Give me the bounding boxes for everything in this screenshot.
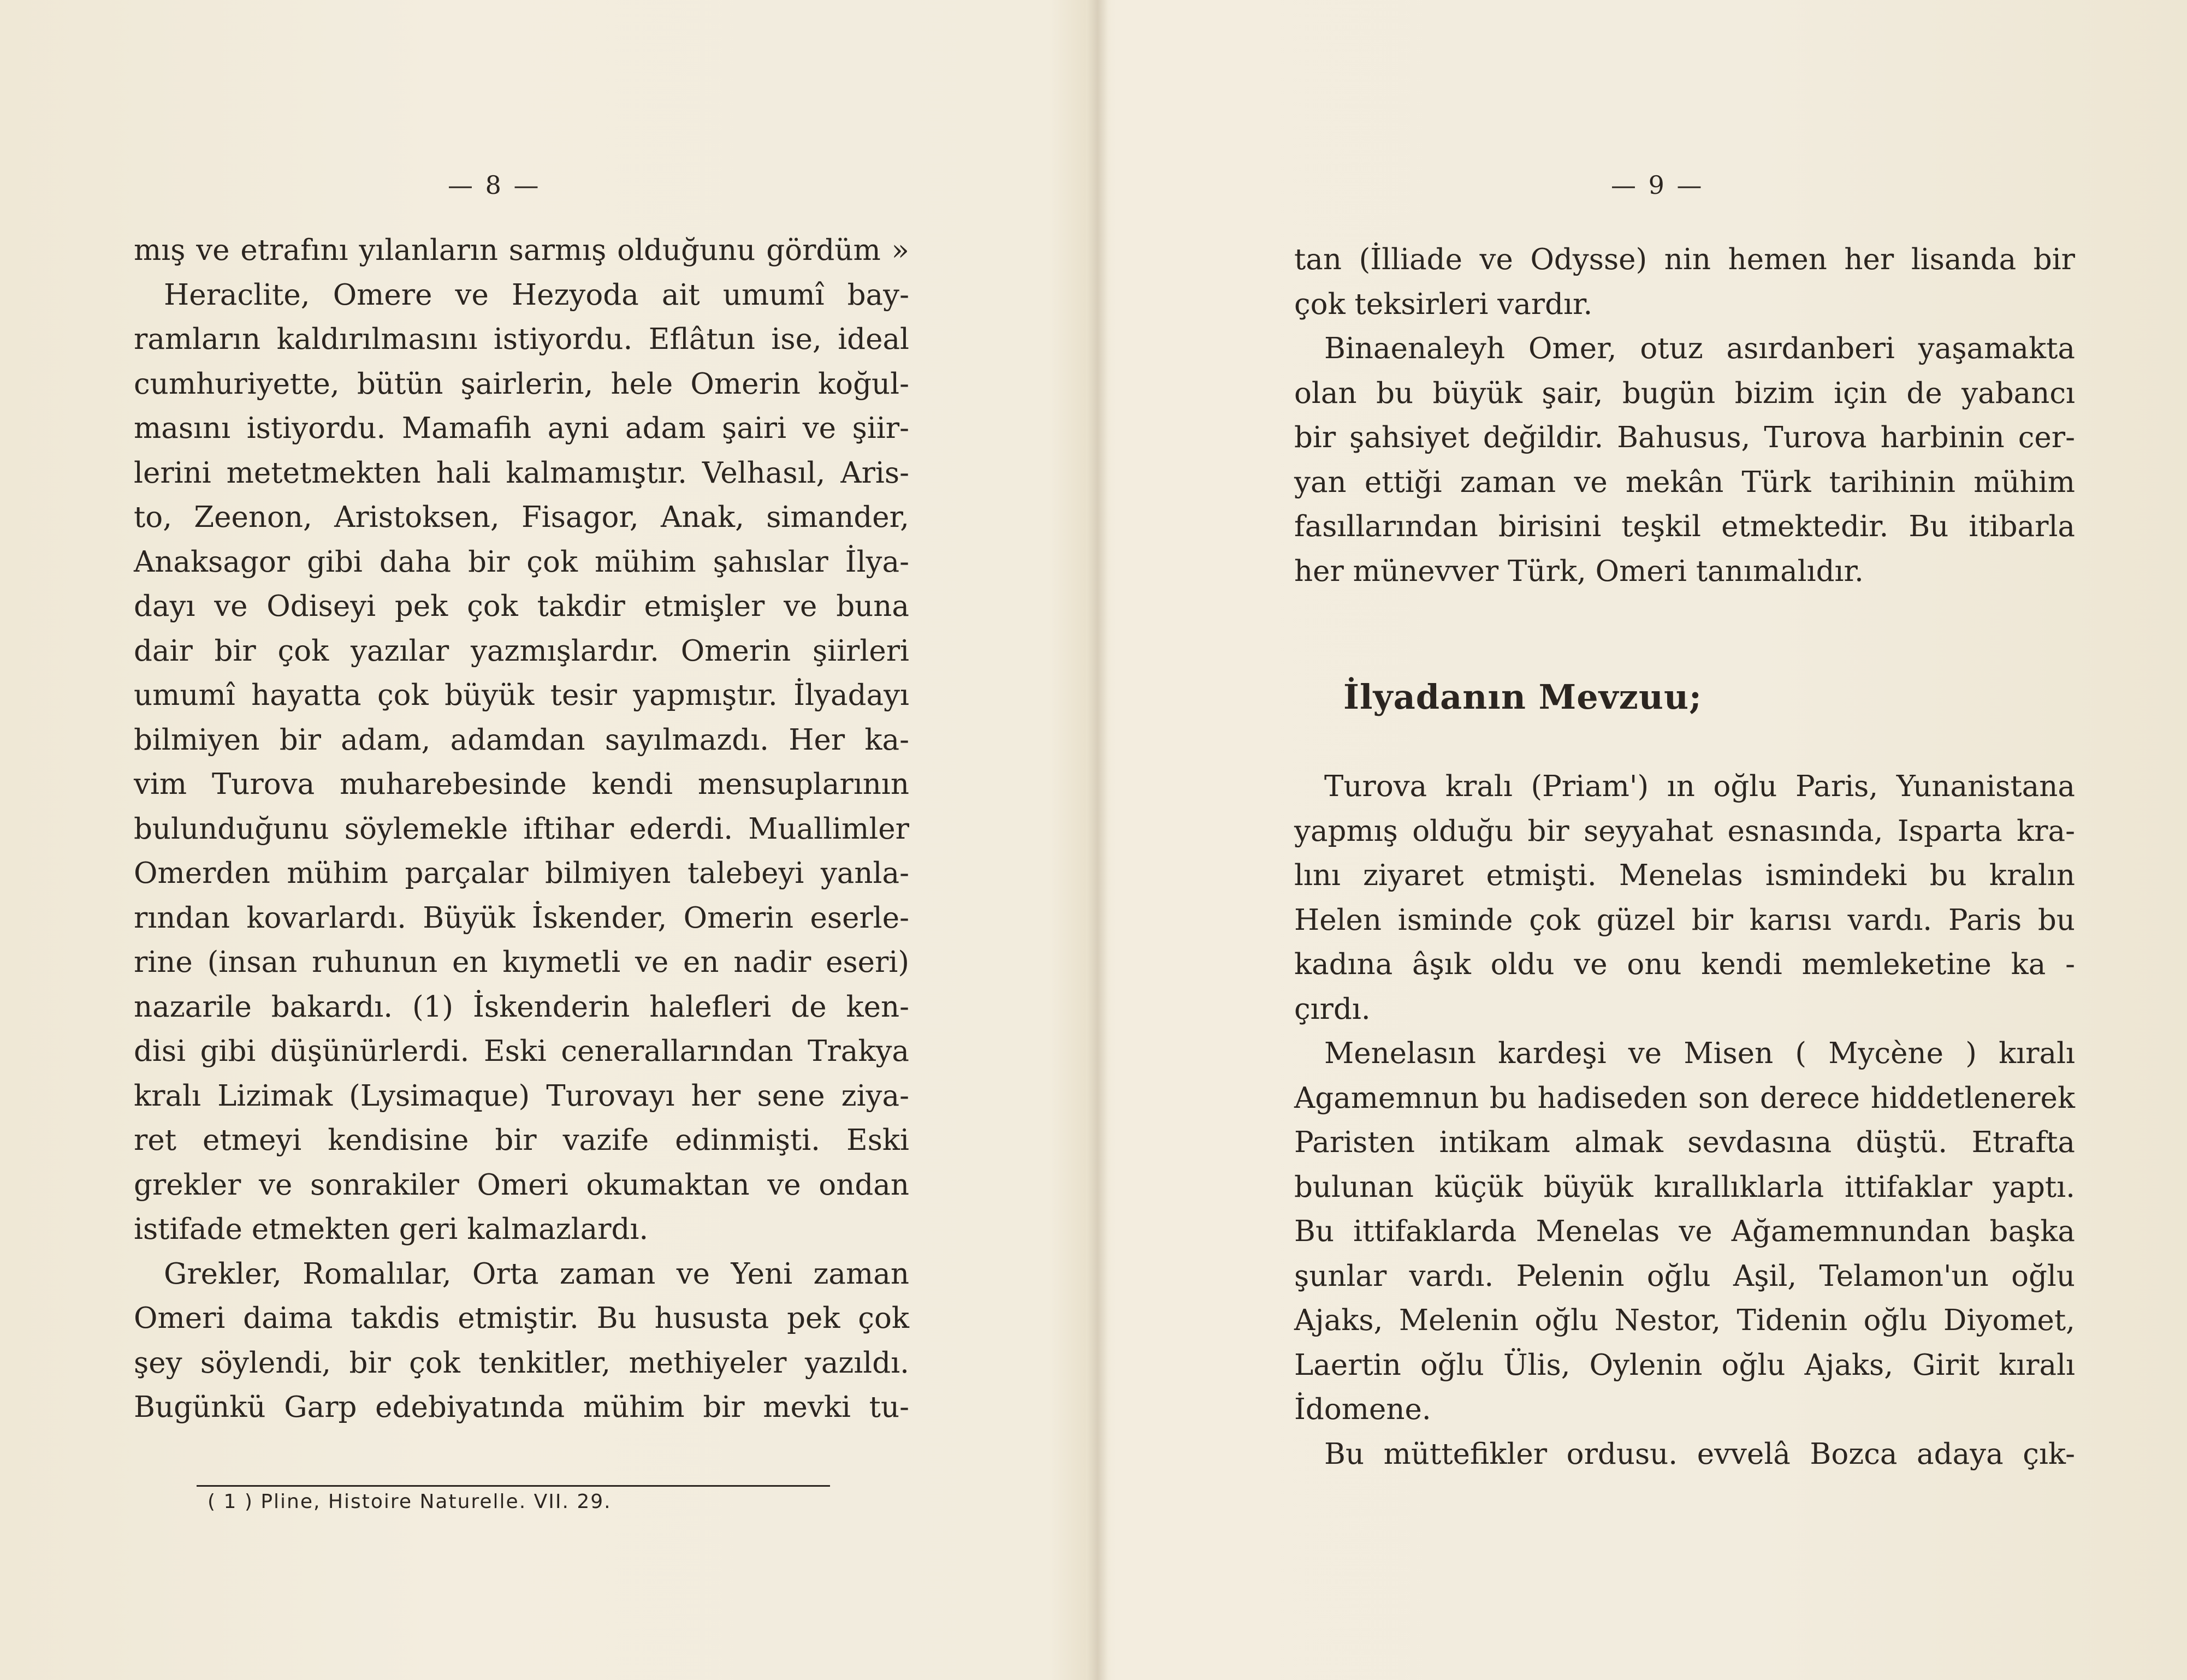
text-line: yan ettiği zaman ve mekân Türk tarihinin mühim xyxy=(1294,465,2075,499)
page-number: — 9 — xyxy=(1611,170,1704,200)
text-line: İdomene. xyxy=(1294,1393,1431,1426)
right-page xyxy=(1098,0,2187,1680)
text-line: mış ve etrafını yılanların sarmış olduğunu gördüm » xyxy=(134,234,909,267)
text-line: bilmiyen bir adam, adamdan sayılmazdı. Her ka- xyxy=(134,723,909,757)
text-line: tan (İlliade ve Odysse) nin hemen her lisanda bir xyxy=(1294,243,2075,276)
text-line: cumhuriyette, bütün şairlerin, hele Omerin koğul- xyxy=(134,367,909,401)
footnote-rule xyxy=(197,1485,830,1487)
section-heading: İlyadanın Mevzuu; xyxy=(1343,677,1702,717)
text-line: ret etmeyi kendisine bir vazife edinmişti. Eski xyxy=(134,1124,909,1157)
text-line: dayı ve Odiseyi pek çok takdir etmişler ve buna xyxy=(134,590,909,623)
text-line: şey söylendi, bir çok tenkitler, methiyeler yazıldı. xyxy=(134,1346,909,1380)
text-line: yapmış olduğu bir seyyahat esnasında, Isparta kra- xyxy=(1294,814,2075,848)
footnote: ( 1 ) Pline, Histoire Naturelle. VII. 29. xyxy=(208,1491,612,1513)
text-line: Binaenaleyh Omer, otuz asırdanberi yaşamakta xyxy=(1324,332,2075,365)
text-line: Laertin oğlu Ülis, Oylenin oğlu Ajaks, Girit kıralı xyxy=(1294,1348,2075,1382)
text-line: şunlar vardı. Pelenin oğlu Aşil, Telamon'un oğlu xyxy=(1294,1259,2075,1293)
text-line: Helen isminde çok güzel bir karısı vardı. Paris bu xyxy=(1294,903,2075,937)
text-line: Omeri daima takdis etmiştir. Bu hususta pek çok xyxy=(134,1302,909,1335)
text-line: Ajaks, Melenin oğlu Nestor, Tidenin oğlu Diyomet, xyxy=(1294,1304,2075,1337)
text-line: to, Zeenon, Aristoksen, Fisagor, Anak, simander, xyxy=(134,501,909,534)
text-line: bulunduğunu söylemekle iftihar ederdi. Muallimler xyxy=(134,812,909,846)
text-line: lerini metetmekten hali kalmamıştır. Velhasıl, Aris- xyxy=(134,456,909,490)
left-page xyxy=(0,0,1089,1680)
text-line: Bugünkü Garp edebiyatında mühim bir mevki tu- xyxy=(134,1391,909,1424)
text-line: Paristen intikam almak sevdasına düştü. Etrafta xyxy=(1294,1126,2075,1159)
text-line: Bu ittifaklarda Menelas ve Ağamemnundan başka xyxy=(1294,1215,2075,1248)
text-line: bir şahsiyet değildir. Bahusus, Turova harbinin cer- xyxy=(1294,421,2075,454)
right-page-body-bottom xyxy=(1294,764,2075,1476)
page-number: — 8 — xyxy=(448,170,541,200)
text-line: dair bir çok yazılar yazmışlardır. Omerin şiirleri xyxy=(134,634,909,668)
text-line: çok teksirleri vardır. xyxy=(1294,287,1593,321)
text-line: olan bu büyük şair, bugün bizim için de yabancı xyxy=(1294,376,2075,410)
right-page-body-top xyxy=(1294,238,2075,593)
text-line: rine (insan ruhunun en kıymetli ve en nadir eseri) xyxy=(134,946,909,979)
text-line: rından kovarlardı. Büyük İskender, Omerin eserle- xyxy=(134,901,909,935)
text-line: Grekler, Romalılar, Orta zaman ve Yeni zaman xyxy=(164,1257,909,1291)
text-line: vim Turova muharebesinde kendi mensuplarının xyxy=(134,768,909,801)
text-line: her münevver Türk, Omeri tanımalıdır. xyxy=(1294,554,1864,588)
text-line: grekler ve sonrakiler Omeri okumaktan ve ondan xyxy=(134,1168,909,1202)
text-line: umumî hayatta çok büyük tesir yapmıştır. İlyadayı xyxy=(134,679,909,712)
text-line: Turova kralı (Priam') ın oğlu Paris, Yunanistana xyxy=(1324,770,2075,803)
text-line: ramların kaldırılmasını istiyordu. Eflâtun ise, ideal xyxy=(134,323,909,356)
text-line: çırdı. xyxy=(1294,992,1371,1026)
text-line: fasıllarından birisini teşkil etmektedir. Bu itibarla xyxy=(1294,510,2075,543)
text-line: Agamemnun bu hadiseden son derece hiddetlenerek xyxy=(1294,1081,2075,1115)
text-line: Heraclite, Omere ve Hezyoda ait umumî bay- xyxy=(164,278,909,312)
text-line: bulunan küçük büyük kırallıklarla ittifaklar yaptı. xyxy=(1294,1170,2075,1204)
text-line: nazarile bakardı. (1) İskenderin halefleri de ken- xyxy=(134,990,909,1024)
text-line: Omerden mühim parçalar bilmiyen talebeyi yanla- xyxy=(134,857,909,890)
text-line: Menelasın kardeşi ve Misen ( Mycène ) kıralı xyxy=(1324,1037,2075,1070)
text-line: masını istiyordu. Mamafih ayni adam şairi ve şiir- xyxy=(134,412,909,445)
left-page-body xyxy=(134,228,909,1430)
text-line: disi gibi düşünürlerdi. Eski cenerallarından Trakya xyxy=(134,1035,909,1068)
text-line: Bu müttefikler ordusu. evvelâ Bozca adaya çık- xyxy=(1324,1437,2075,1471)
text-line: Anaksagor gibi daha bir çok mühim şahıslar İlya- xyxy=(134,545,909,579)
text-line: istifade etmekten geri kalmazlardı. xyxy=(134,1213,649,1246)
text-line: kralı Lizimak (Lysimaque) Turovayı her sene ziya- xyxy=(134,1079,909,1113)
text-line: kadına âşık oldu ve onu kendi memleketine ka - xyxy=(1294,948,2075,981)
text-line: lını ziyaret etmişti. Menelas ismindeki bu kralın xyxy=(1294,859,2075,892)
